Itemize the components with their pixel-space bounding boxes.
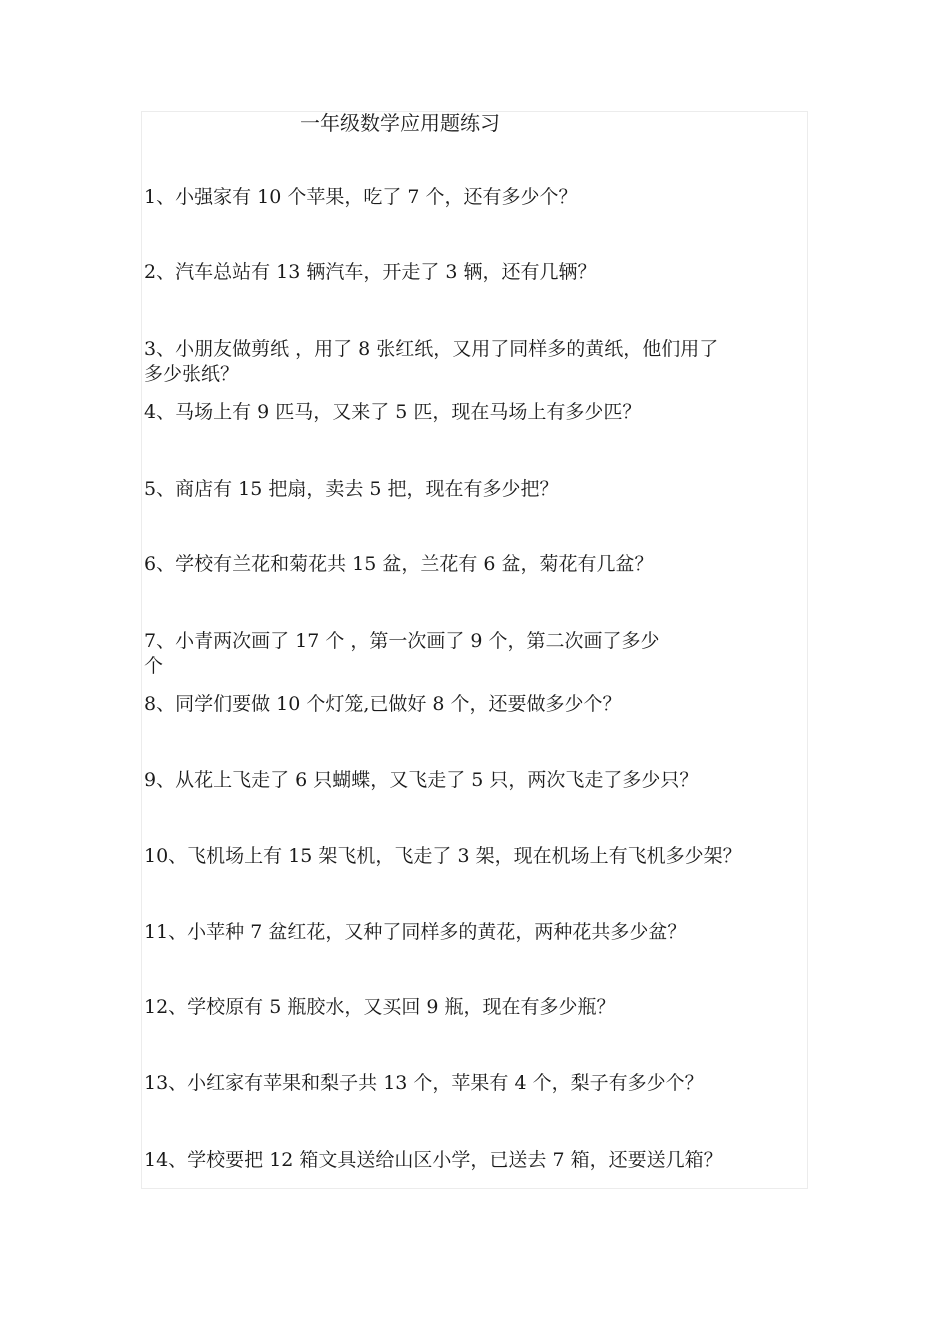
question-4: 4、马场上有 9 匹马，又来了 5 匹，现在马场上有多少匹？ bbox=[144, 401, 642, 423]
document-title: 一年级数学应用题练习 bbox=[300, 111, 500, 135]
question-8: 8、同学们要做 10 个灯笼,已做好 8 个，还要做多少个？ bbox=[144, 693, 622, 715]
question-11: 11、小苹种 7 盆红花，又种了同样多的黄花，两种花共多少盆？ bbox=[144, 921, 687, 943]
question-6: 6、学校有兰花和菊花共 15 盆，兰花有 6 盆，菊花有几盆？ bbox=[144, 553, 654, 575]
question-7: 7、小青两次画了 17 个 ，第一次画了 9 个，第二次画了多少 bbox=[144, 630, 660, 652]
question-2: 2、汽车总站有 13 辆汽车，开走了 3 辆，还有几辆？ bbox=[144, 261, 597, 283]
question-9: 9、从花上飞走了 6 只蝴蝶，又飞走了 5 只，两次飞走了多少只？ bbox=[144, 769, 699, 791]
question-13: 13、小红家有苹果和梨子共 13 个，苹果有 4 个，梨子有多少个？ bbox=[144, 1072, 704, 1094]
question-3-continuation: 多少张纸？ bbox=[144, 363, 240, 385]
question-1: 1、小强家有 10 个苹果，吃了 7 个，还有多少个？ bbox=[144, 186, 578, 208]
question-5: 5、商店有 15 把扇，卖去 5 把，现在有多少把？ bbox=[144, 478, 559, 500]
question-12: 12、学校原有 5 瓶胶水，又买回 9 瓶，现在有多少瓶？ bbox=[144, 996, 616, 1018]
question-3: 3、小朋友做剪纸 ，用了 8 张红纸，又用了同样多的黄纸，他们用了 bbox=[144, 338, 719, 360]
question-10: 10、飞机场上有 15 架飞机，飞走了 3 架，现在机场上有飞机多少架？ bbox=[144, 845, 742, 867]
question-7-continuation: 个 bbox=[144, 655, 164, 677]
question-14: 14、学校要把 12 箱文具送给山区小学，已送去 7 箱，还要送几箱？ bbox=[144, 1149, 723, 1171]
